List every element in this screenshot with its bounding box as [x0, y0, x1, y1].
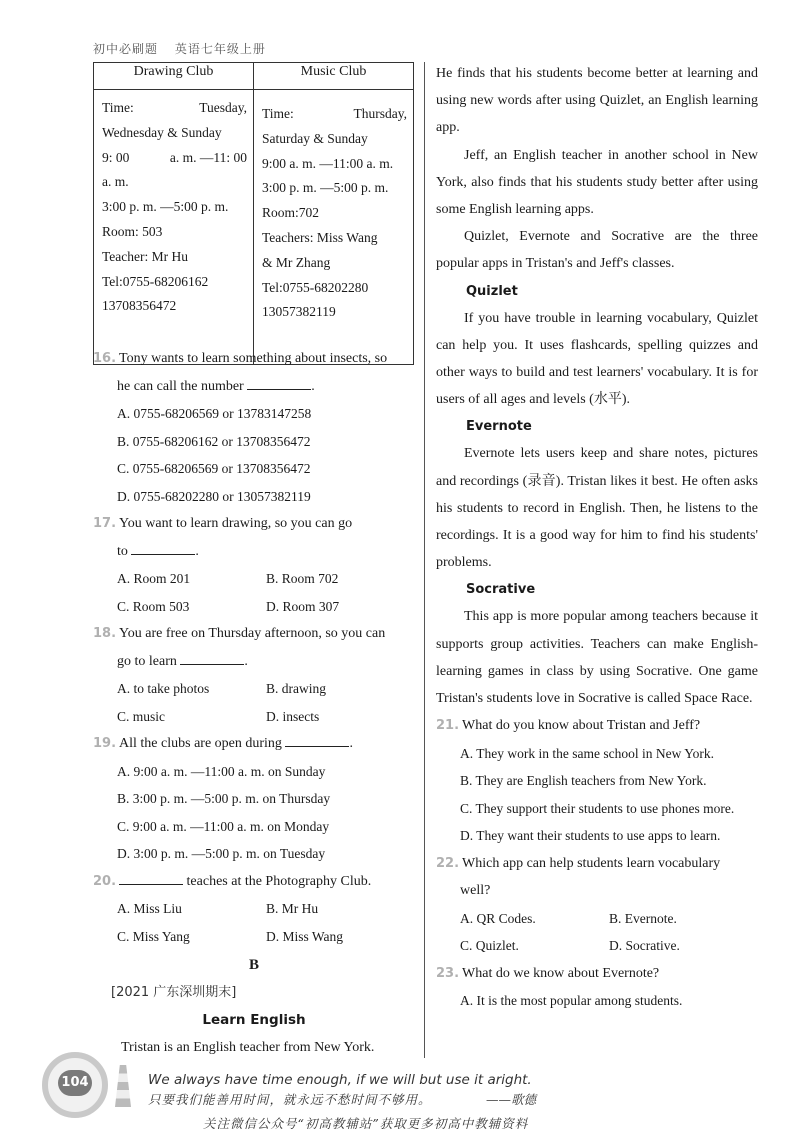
time-days: Wednesday & Sunday	[102, 124, 222, 140]
time-day: Thursday,	[353, 106, 407, 121]
right-column	[436, 60, 758, 1015]
page-header	[93, 40, 278, 57]
mobile: 13057382119	[262, 304, 336, 320]
club-schedule-table	[93, 62, 414, 365]
slot1: 9:00 a. m. —11:00 a. m.	[262, 155, 394, 171]
slot1-start: 9: 00	[102, 149, 130, 165]
question-stem: teaches at the Photography Club.	[186, 873, 372, 889]
question-stem: What do you know about Tristan and Jeff?	[462, 718, 701, 734]
music-club-header: Music Club	[254, 63, 414, 90]
option-b: B. Evernote.	[609, 910, 677, 926]
heading-socrative: Socrative	[466, 582, 536, 598]
option-c: C. Miss Yang	[117, 928, 190, 944]
question-stem: Which app can help students learn vocabulary	[462, 855, 721, 871]
column-divider	[424, 62, 425, 1058]
heading-evernote: Evernote	[466, 419, 532, 435]
question-stem: All the clubs are open during	[119, 736, 282, 751]
drawing-club-header: Drawing Club	[94, 63, 254, 90]
answer-blank	[180, 650, 244, 665]
telephone: Tel:0755-68206162	[102, 273, 209, 289]
question-number: 19.	[93, 736, 117, 751]
question-number: 21.	[436, 718, 460, 734]
room: Room:702	[262, 205, 320, 221]
option-c: C. Quizlet.	[460, 938, 519, 954]
option-d: D. insects	[266, 708, 320, 724]
time-label: Time:	[262, 106, 294, 121]
option-a: A. to take photos	[117, 681, 210, 696]
slot1-end: a. m. —11: 00	[169, 149, 247, 165]
passage-paragraph-4: If you have trouble in learning vocabulary, Quizlet can help you. It uses flashcards, spelling quizzes and other ways to build and test learners' vocabulary. It is for users of all ages and levels (水平).	[436, 310, 758, 408]
punctuation: .	[349, 736, 353, 751]
punctuation: .	[244, 653, 248, 669]
question-18	[93, 620, 415, 730]
question-17	[93, 510, 415, 620]
bottom-notice: 关注微信公众号“初高教辅站”获取更多初高中教辅资料	[203, 1116, 529, 1131]
option-b: B. 0755-68206162 or 13708356472	[117, 433, 311, 449]
option-b: B. They are English teachers from New York.	[460, 773, 707, 789]
option-d: D. 3:00 p. m. —5:00 p. m. on Tuesday	[117, 846, 326, 861]
question-stem: You are free on Thursday afternoon, so you can	[119, 626, 386, 641]
question-number: 23.	[436, 965, 460, 981]
option-d: D. They want their students to use apps to learn.	[460, 828, 721, 844]
punctuation: .	[195, 543, 199, 559]
answer-blank	[285, 732, 349, 747]
question-number: 22.	[436, 855, 460, 871]
teachers-cont: & Mr Zhang	[262, 254, 331, 270]
question-19	[93, 730, 415, 868]
option-c: C. They support their students to use phones more.	[460, 800, 735, 816]
teachers: Teachers: Miss Wang	[262, 229, 378, 245]
question-16	[93, 345, 415, 510]
question-23	[436, 960, 758, 1015]
option-a: A. 9:00 a. m. —11:00 a. m. on Sunday	[117, 763, 326, 779]
article-intro: Tristan is an English teacher from New York.	[121, 1040, 375, 1055]
option-c: C. 0755-68206569 or 13708356472	[117, 461, 311, 476]
passage-paragraph-1: He finds that his students become better at learning and using new words after using Quizlet, an English learning app.	[436, 66, 758, 136]
option-c: C. music	[117, 708, 166, 724]
section-letter: B	[248, 957, 259, 973]
option-a: A. 0755-68206569 or 13783147258	[117, 406, 312, 421]
punctuation: .	[311, 378, 315, 394]
question-number: 17.	[93, 516, 117, 531]
question-stem: You want to learn drawing, so you can go	[119, 516, 353, 531]
teacher: Teacher: Mr Hu	[102, 248, 189, 264]
option-b: B. 3:00 p. m. —5:00 p. m. on Thursday	[117, 791, 331, 806]
left-column	[93, 345, 415, 1061]
option-b: B. Mr Hu	[266, 901, 319, 916]
option-d: D. Socrative.	[609, 938, 680, 954]
music-club-cell	[254, 90, 414, 365]
option-a: A. Room 201	[117, 571, 191, 586]
option-a: A. Miss Liu	[117, 901, 182, 916]
option-d: D. 0755-68202280 or 13057382119	[117, 488, 311, 504]
option-d: D. Room 307	[266, 598, 340, 614]
answer-blank	[119, 870, 183, 885]
option-b: B. drawing	[266, 681, 326, 696]
heading-quizlet: Quizlet	[466, 283, 518, 299]
article-title: Learn English	[202, 1012, 306, 1028]
question-number: 18.	[93, 626, 117, 641]
option-b: B. Room 702	[266, 571, 339, 586]
question-number: 20.	[93, 873, 117, 889]
question-20	[93, 868, 415, 951]
quote-english: We always have time enough, if we will but use it aright.	[148, 1072, 532, 1088]
quote-chinese: 只要我们能善用时间，就永远不愁时间不够用。	[148, 1092, 432, 1107]
question-22	[436, 850, 758, 960]
option-c: C. Room 503	[117, 598, 190, 614]
question-stem: Tony wants to learn something about insects, so	[119, 351, 388, 366]
option-a: A. It is the most popular among students.	[460, 993, 683, 1009]
time-day: Tuesday,	[199, 100, 247, 115]
answer-blank	[131, 540, 195, 555]
passage-paragraph-6: This app is more popular among teachers because it supports group activities. Teachers can make English-learning games in class by using Socrative. One game Tristan's students love in Socrative is called Space Race.	[436, 609, 758, 707]
passage-paragraph-5: Evernote lets users keep and share notes, pictures and recordings (录音). Tristan likes it best. He often asks his students to record in English. Then, he listens to the recordings. It is a good way for him to find his students' problems.	[436, 446, 758, 571]
option-a: A. They work in the same school in New York.	[460, 745, 714, 761]
lighthouse-icon	[115, 1065, 131, 1107]
slot2: 3:00 p. m. —5:00 p. m.	[102, 199, 229, 215]
passage-paragraph-2: Jeff, an English teacher in another school in New York, also finds that his students study better after using some English learning apps.	[436, 147, 758, 218]
question-stem: go to learn	[117, 653, 177, 669]
option-d: D. Miss Wang	[266, 928, 344, 944]
slot2: 3:00 p. m. —5:00 p. m.	[262, 180, 389, 196]
option-a: A. QR Codes.	[460, 910, 536, 926]
subject-name: 英语七年级上册	[174, 42, 266, 56]
source-tag: [2021 广东深圳期末]	[111, 985, 237, 1000]
slot1-suffix: a. m.	[102, 174, 129, 190]
question-stem-cont: well?	[460, 883, 491, 899]
question-number: 16.	[93, 351, 117, 366]
series-name: 初中必刷题	[93, 42, 159, 56]
passage-paragraph-3: Quizlet, Evernote and Socrative are the three popular apps in Tristan's and Jeff's classes.	[436, 229, 758, 272]
question-stem: What do we know about Evernote?	[462, 965, 660, 981]
question-21	[436, 712, 758, 850]
telephone: Tel:0755-68202280	[262, 279, 369, 295]
question-stem: he can call the number	[117, 378, 244, 394]
drawing-club-cell	[94, 90, 254, 365]
time-label: Time:	[102, 100, 134, 115]
option-c: C. 9:00 a. m. —11:00 a. m. on Monday	[117, 818, 330, 834]
page-number: 104	[58, 1070, 92, 1096]
room: Room: 503	[102, 223, 163, 239]
answer-blank	[247, 375, 311, 390]
question-stem: to	[117, 543, 128, 559]
time-days: Saturday & Sunday	[262, 130, 368, 146]
mobile: 13708356472	[102, 298, 177, 314]
quote-author: ——歌德	[486, 1092, 537, 1107]
